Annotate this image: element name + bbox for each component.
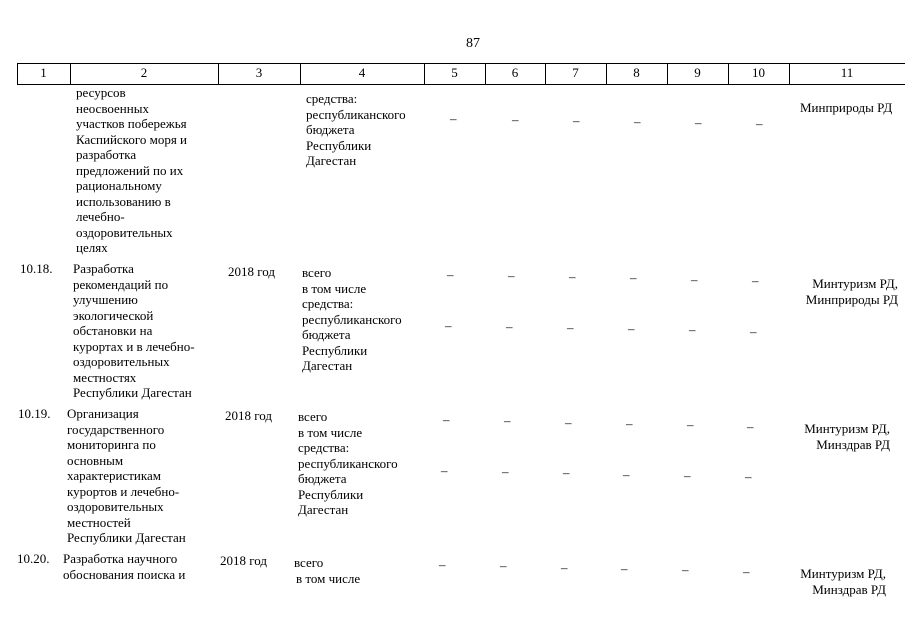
amount-col-5: –: [450, 111, 457, 126]
amount-col-10-budget: –: [750, 324, 757, 339]
source-line: республиканского: [306, 106, 406, 122]
executor-line: Минздрав РД: [812, 581, 886, 597]
description-line: рациональному: [76, 178, 162, 193]
amount-col-9-total: –: [687, 417, 694, 432]
column-header-9: 9: [694, 65, 701, 80]
amount-col-8: –: [634, 114, 641, 129]
description-line: ресурсов: [76, 85, 126, 100]
description-line: оздоровительных: [76, 224, 173, 240]
description-line: рекомендаций по: [73, 276, 169, 292]
description-line: Разработка научного: [63, 551, 178, 566]
source-line: Республики: [306, 137, 372, 153]
description-line: Республики Дагестан: [73, 385, 192, 400]
amount-col-5-budget: –: [445, 318, 452, 333]
column-header-7: 7: [572, 65, 579, 80]
source-line: в том числе: [296, 570, 361, 586]
description-line: курортах и в лечебно-: [73, 338, 195, 354]
amount-col-7-total: –: [565, 415, 572, 430]
description-line: обоснования поиска и: [63, 566, 186, 582]
amount-col-6-total: –: [500, 558, 507, 573]
description-line: основным: [67, 452, 124, 468]
row-year: 2018 год: [225, 408, 272, 423]
row-number: 10.19.: [18, 406, 51, 421]
source-line: средства:: [302, 296, 354, 311]
amount-col-9-total: –: [691, 272, 698, 287]
amount-col-8-total: –: [626, 416, 633, 431]
source-line: в том числе: [298, 424, 363, 440]
column-header-11: 11: [840, 65, 854, 80]
amount-col-6: –: [512, 112, 519, 127]
executor-line: Минтуризм РД,: [812, 276, 898, 291]
source-line: всего: [302, 265, 332, 280]
source-line: Дагестан: [306, 153, 357, 168]
source-line: Дагестан: [302, 358, 353, 373]
column-header-10: 10: [752, 65, 765, 80]
description-line: курортов и лечебно-: [67, 483, 180, 499]
source-line: бюджета: [302, 327, 351, 342]
amount-col-8-budget: –: [628, 321, 635, 336]
description-line: местностях: [73, 369, 137, 385]
row-number: 10.20.: [17, 551, 50, 566]
amount-col-5-total: –: [443, 412, 450, 427]
source-line: Республики: [298, 486, 364, 502]
amount-col-10-total: –: [743, 564, 750, 579]
description-line: оздоровительных: [67, 499, 164, 514]
amount-col-5-total: –: [439, 557, 446, 572]
source-line: всего: [298, 409, 328, 424]
row-description: [76, 85, 187, 256]
description-line: лечебно-: [76, 209, 125, 224]
amount-col-10-total: –: [747, 419, 754, 434]
amount-col-8-budget: –: [623, 467, 630, 482]
executor-line: Минздрав РД: [816, 436, 890, 452]
description-line: предложений по их: [76, 162, 184, 178]
amount-col-6-total: –: [504, 413, 511, 428]
row-description: [63, 551, 185, 582]
executor-line: Минтуризм РД,: [800, 566, 886, 581]
amount-col-7-budget: –: [563, 465, 570, 480]
source-line: средства:: [306, 91, 358, 106]
column-header-8: 8: [633, 65, 640, 80]
source-line: бюджета: [298, 471, 347, 486]
row-description: [73, 261, 195, 401]
amount-col-5-total: –: [447, 267, 454, 282]
description-line: использованию в: [76, 193, 171, 209]
amount-col-5-budget: –: [441, 463, 448, 478]
amount-col-6-budget: –: [506, 319, 513, 334]
description-line: мониторинга по: [67, 437, 156, 452]
page-number: 87: [466, 36, 480, 51]
column-header-6: 6: [511, 65, 519, 80]
source-line: республиканского: [302, 311, 402, 327]
description-line: разработка: [76, 147, 137, 162]
amount-col-10: –: [756, 116, 763, 131]
amount-col-9-total: –: [682, 562, 689, 577]
amount-col-7-total: –: [569, 269, 576, 284]
amount-col-6-budget: –: [502, 464, 509, 479]
financing-source: [306, 91, 406, 169]
source-line: в том числе: [302, 280, 367, 296]
row-number: 10.18.: [20, 261, 53, 276]
row-year: 2018 год: [228, 264, 275, 279]
source-line: республиканского: [298, 455, 398, 471]
description-line: Республики Дагестан: [67, 530, 186, 545]
description-line: Организация: [67, 406, 139, 421]
amount-col-8-total: –: [621, 561, 628, 576]
description-line: государственного: [67, 421, 165, 437]
amount-col-7: –: [573, 113, 580, 128]
row-description: [67, 406, 186, 546]
financing-source: [294, 555, 360, 586]
row-year: 2018 год: [220, 553, 267, 568]
amount-col-10-total: –: [752, 273, 759, 288]
financing-source: [302, 265, 402, 374]
amount-col-7-total: –: [561, 560, 568, 575]
column-header-4: 4: [358, 65, 366, 80]
description-line: Каспийского моря и: [76, 131, 188, 147]
amount-col-9-budget: –: [689, 322, 696, 337]
source-line: всего: [294, 555, 324, 570]
amount-col-10-budget: –: [745, 469, 752, 484]
description-line: оздоровительных: [73, 354, 170, 369]
amount-col-8-total: –: [630, 270, 637, 285]
source-line: бюджета: [306, 122, 355, 137]
executor: Минприроды РД: [800, 100, 893, 115]
description-line: Разработка: [73, 261, 134, 276]
executor: [786, 421, 890, 452]
description-line: экологической: [73, 307, 154, 323]
description-line: улучшению: [73, 292, 138, 307]
financing-source: [298, 409, 398, 518]
executor-line: Минприроды РД: [805, 291, 898, 307]
description-line: характеристикам: [67, 468, 161, 483]
description-line: местностей: [67, 514, 131, 530]
executor-line: Минтуризм РД,: [804, 421, 890, 436]
description-line: обстановки на: [73, 323, 153, 338]
column-header-5: 5: [451, 65, 458, 80]
amount-col-9: –: [695, 115, 702, 130]
amount-col-7-budget: –: [567, 320, 574, 335]
amount-col-9-budget: –: [684, 468, 691, 483]
source-line: Республики: [302, 342, 368, 358]
executor: [796, 276, 898, 307]
column-header-3: 3: [255, 65, 263, 80]
executor: [782, 566, 886, 597]
column-header-2: 2: [140, 65, 148, 80]
description-line: участков побережья: [76, 116, 187, 131]
description-line: неосвоенных: [76, 100, 149, 116]
column-header-1: 1: [40, 65, 47, 80]
source-line: средства:: [298, 440, 350, 455]
amount-col-6-total: –: [508, 268, 515, 283]
description-line: целях: [76, 240, 108, 255]
source-line: Дагестан: [298, 502, 349, 517]
